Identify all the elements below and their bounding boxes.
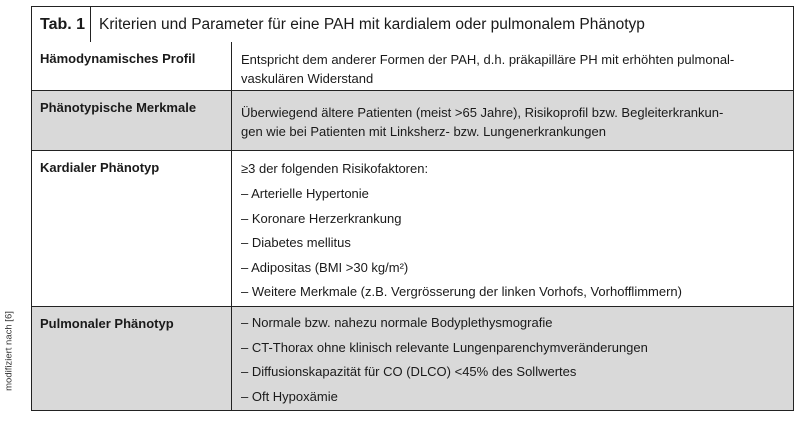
row-label: Kardialer Phänotyp xyxy=(32,151,232,306)
criteria-table xyxy=(31,6,794,411)
source-note xyxy=(3,292,15,410)
list-item: – Koronare Herzerkrankung xyxy=(241,210,402,226)
list-item: – Diffusionskapazität für CO (DLCO) <45% des Sollwertes xyxy=(241,364,577,379)
table-number: Tab. 1 xyxy=(32,7,91,42)
table-title-row xyxy=(32,7,793,43)
table-row-haemodynamic xyxy=(32,42,793,91)
source-note-text: modifiziert nach [6] xyxy=(3,311,15,391)
table-title: Kriterien und Parameter für eine PAH mit kardialem oder pulmonalem Phänotyp xyxy=(99,16,645,33)
row-label: Phänotypische Merkmale xyxy=(32,91,232,150)
list-item: – CT-Thorax ohne klinisch relevante Lungenparenchymveränderungen xyxy=(241,339,648,355)
list-item: – Oft Hypoxämie xyxy=(241,388,338,404)
row-content xyxy=(241,50,787,88)
row-label: Hämodynamisches Profil xyxy=(32,42,232,90)
row-content xyxy=(241,103,787,141)
content-line: vaskulären Widerstand xyxy=(241,71,374,86)
list-item: – Adipositas (BMI >30 kg/m²) xyxy=(241,259,409,275)
row-label: Pulmonaler Phänotyp xyxy=(32,307,232,410)
row-content xyxy=(241,311,787,409)
list-item: – Arterielle Hypertonie xyxy=(241,186,369,201)
list-item: – Normale bzw. nahezu normale Bodyplethysmografie xyxy=(241,315,553,330)
table-row-pulmonary xyxy=(32,307,793,410)
list-item: – Weitere Merkmale (z.B. Vergrösserung der linken Vorhofs, Vorhofflimmern) xyxy=(241,284,682,299)
row-content xyxy=(241,159,787,305)
content-line: Überwiegend ältere Patienten (meist >65 Jahre), Risikoprofil bzw. Begleiterkrankun- xyxy=(241,105,724,120)
list-item: – Diabetes mellitus xyxy=(241,235,351,250)
content-intro: ≥3 der folgenden Risikofaktoren: xyxy=(241,161,429,176)
table-row-phenotypic xyxy=(32,91,793,151)
content-line: Entspricht dem anderer Formen der PAH, d.h. präkapilläre PH mit erhöhten pulmonal- xyxy=(241,52,735,67)
content-line: gen wie bei Patienten mit Linksherz- bzw. Lungenerkrankungen xyxy=(241,124,606,139)
table-row-cardiac xyxy=(32,151,793,307)
